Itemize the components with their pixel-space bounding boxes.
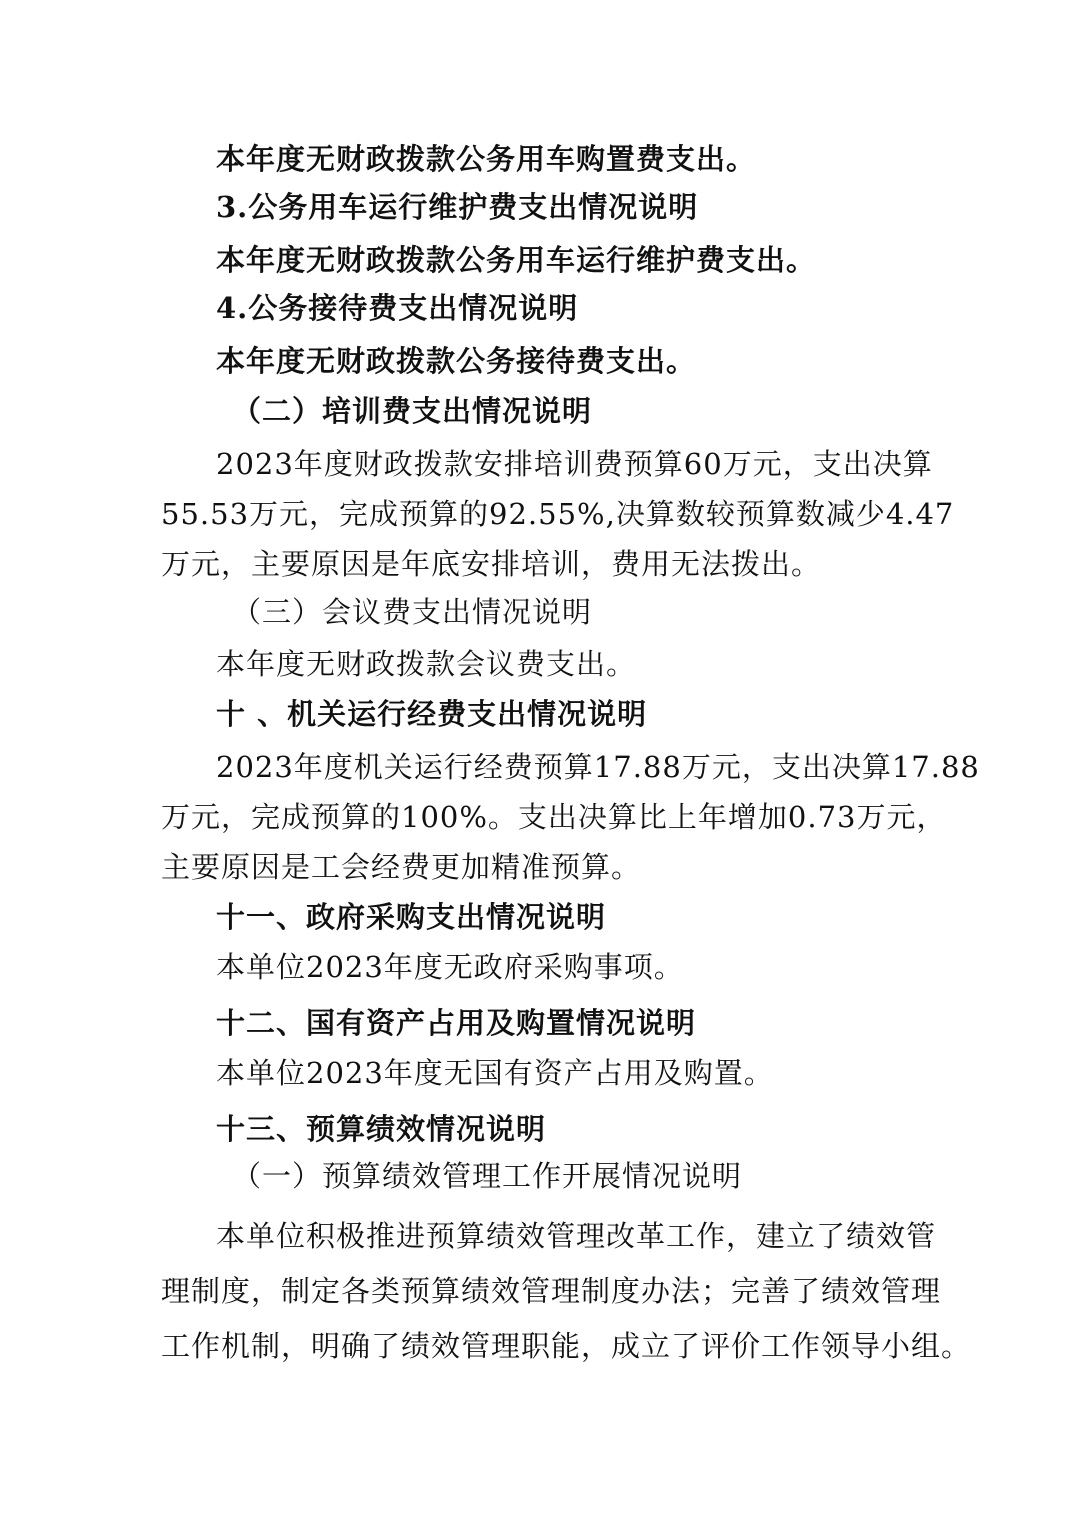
paragraph-line: 2023年度财政拨款安排培训费预算60万元，支出决算 [216,447,933,481]
text-line: 本年度无财政拨款会议费支出。 [216,647,637,681]
section-heading: 十 、机关运行经费支出情况说明 [216,697,648,731]
paragraph-line: 主要原因是工会经费更加精准预算。 [161,850,642,884]
section-heading: 十二、国有资产占用及购置情况说明 [216,1006,697,1040]
section-heading: 十一、政府采购支出情况说明 [216,900,607,934]
text-line: 本年度无财政拨款公务用车购置费支出。 [216,142,757,176]
paragraph-line: 工作机制，明确了绩效管理职能，成立了评价工作领导小组。 [161,1329,972,1363]
paragraph-line: 2023年度机关运行经费预算17.88万元，支出决算17.88 [216,750,980,784]
text-line: 本年度无财政拨款公务接待费支出。 [216,344,697,378]
text-line: 本年度无财政拨款公务用车运行维护费支出。 [216,243,817,277]
paragraph-line: 55.53万元，完成预算的92.55%,决算数较预算数减少4.47 [161,497,955,531]
subsection-heading: （一）预算绩效管理工作开展情况说明 [232,1159,743,1193]
paragraph-line: 万元，完成预算的100%。支出决算比上年增加0.73万元， [161,800,947,834]
paragraph-line: 理制度，制定各类预算绩效管理制度办法；完善了绩效管理 [161,1274,942,1308]
subsection-heading: 3.公务用车运行维护费支出情况说明 [216,190,699,224]
text-line: 本单位2023年度无政府采购事项。 [216,950,684,984]
subsection-heading: （三）会议费支出情况说明 [232,595,593,629]
subsection-heading: （二）培训费支出情况说明 [232,394,593,428]
subsection-heading: 4.公务接待费支出情况说明 [216,291,579,325]
section-heading: 十三、预算绩效情况说明 [216,1112,547,1146]
paragraph-line: 本单位积极推进预算绩效管理改革工作，建立了绩效管 [216,1219,937,1253]
paragraph-line: 万元，主要原因是年底安排培训，费用无法拨出。 [161,547,822,581]
text-line: 本单位2023年度无国有资产占用及购置。 [216,1056,774,1090]
